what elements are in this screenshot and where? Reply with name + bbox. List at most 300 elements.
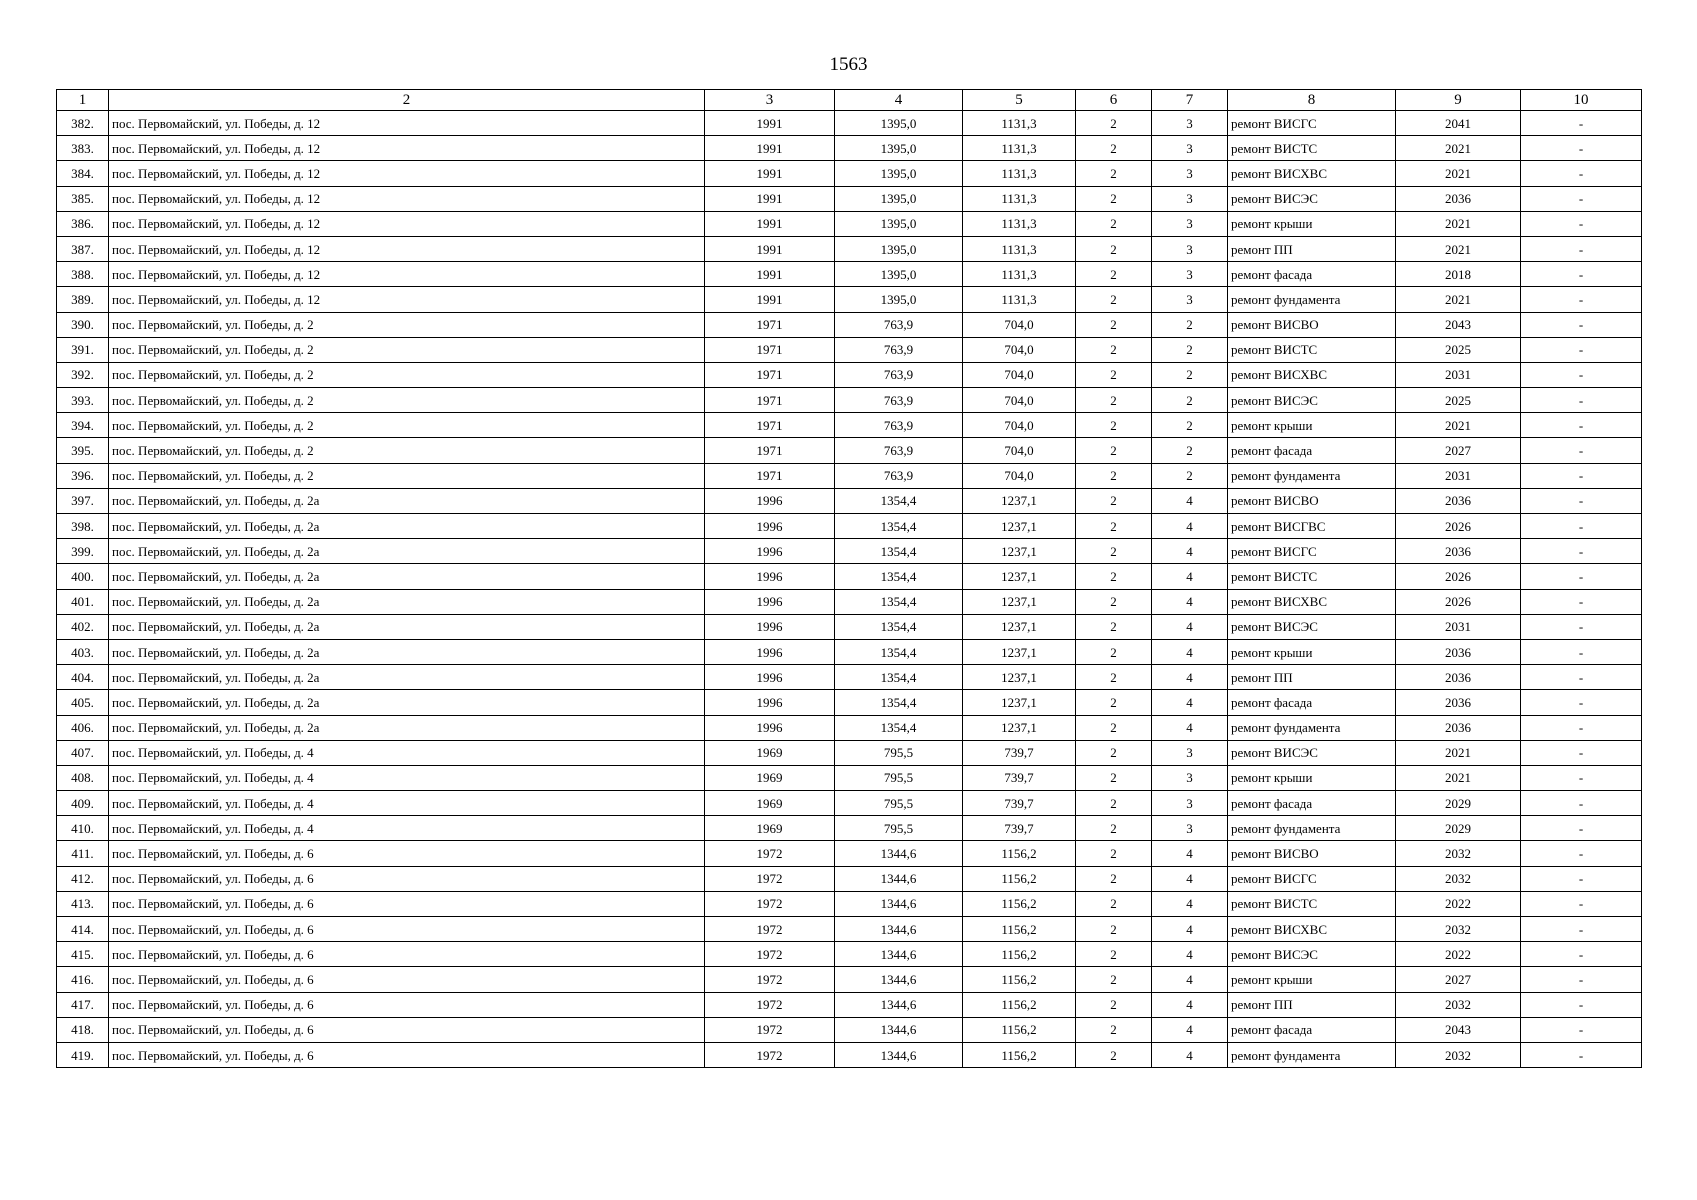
planned-year-cell: 2025 — [1396, 388, 1521, 413]
work-type-cell: ремонт фундамента — [1228, 715, 1396, 740]
entrances-cell: 4 — [1152, 665, 1228, 690]
year-built-cell: 1971 — [705, 438, 835, 463]
address-cell: пос. Первомайский, ул. Победы, д. 12 — [109, 186, 705, 211]
floors-cell: 2 — [1076, 236, 1152, 261]
year-built-cell: 1996 — [705, 589, 835, 614]
table-row — [57, 488, 1642, 513]
floors-cell: 2 — [1076, 765, 1152, 790]
year-built-cell: 1991 — [705, 262, 835, 287]
entrances-cell: 2 — [1152, 388, 1228, 413]
address-cell: пос. Первомайский, ул. Победы, д. 6 — [109, 917, 705, 942]
table-row — [57, 740, 1642, 765]
floors-cell: 2 — [1076, 463, 1152, 488]
column-header-8: 8 — [1228, 90, 1396, 111]
total-area-cell: 1344,6 — [835, 866, 963, 891]
work-type-cell: ремонт фундамента — [1228, 1042, 1396, 1067]
cell-10-cell: - — [1521, 866, 1642, 891]
row-number-cell: 396. — [57, 463, 109, 488]
total-area-cell: 1354,4 — [835, 715, 963, 740]
row-number-cell: 405. — [57, 690, 109, 715]
entrances-cell: 4 — [1152, 992, 1228, 1017]
cell-10-cell: - — [1521, 186, 1642, 211]
living-area-cell: 1131,3 — [963, 161, 1076, 186]
table-row — [57, 337, 1642, 362]
row-number-cell: 410. — [57, 816, 109, 841]
cell-10-cell: - — [1521, 891, 1642, 916]
address-cell: пос. Первомайский, ул. Победы, д. 6 — [109, 942, 705, 967]
planned-year-cell: 2029 — [1396, 791, 1521, 816]
living-area-cell: 1156,2 — [963, 917, 1076, 942]
entrances-cell: 2 — [1152, 463, 1228, 488]
living-area-cell: 1237,1 — [963, 564, 1076, 589]
planned-year-cell: 2021 — [1396, 136, 1521, 161]
year-built-cell: 1972 — [705, 992, 835, 1017]
floors-cell: 2 — [1076, 639, 1152, 664]
table-row — [57, 942, 1642, 967]
living-area-cell: 1237,1 — [963, 715, 1076, 740]
cell-10-cell: - — [1521, 639, 1642, 664]
living-area-cell: 1131,3 — [963, 236, 1076, 261]
year-built-cell: 1971 — [705, 362, 835, 387]
total-area-cell: 795,5 — [835, 791, 963, 816]
year-built-cell: 1969 — [705, 816, 835, 841]
address-cell: пос. Первомайский, ул. Победы, д. 4 — [109, 740, 705, 765]
planned-year-cell: 2031 — [1396, 362, 1521, 387]
total-area-cell: 795,5 — [835, 816, 963, 841]
cell-10-cell: - — [1521, 690, 1642, 715]
total-area-cell: 763,9 — [835, 438, 963, 463]
work-type-cell: ремонт фасада — [1228, 1017, 1396, 1042]
work-type-cell: ремонт ВИСВО — [1228, 312, 1396, 337]
floors-cell: 2 — [1076, 136, 1152, 161]
table-row — [57, 463, 1642, 488]
cell-10-cell: - — [1521, 1017, 1642, 1042]
floors-cell: 2 — [1076, 362, 1152, 387]
row-number-cell: 399. — [57, 539, 109, 564]
living-area-cell: 1156,2 — [963, 891, 1076, 916]
page-number: 1563 — [829, 54, 868, 75]
entrances-cell: 2 — [1152, 362, 1228, 387]
planned-year-cell: 2022 — [1396, 891, 1521, 916]
table-row — [57, 362, 1642, 387]
year-built-cell: 1969 — [705, 765, 835, 790]
cell-10-cell: - — [1521, 816, 1642, 841]
work-type-cell: ремонт ПП — [1228, 236, 1396, 261]
planned-year-cell: 2018 — [1396, 262, 1521, 287]
address-cell: пос. Первомайский, ул. Победы, д. 2а — [109, 589, 705, 614]
row-number-cell: 413. — [57, 891, 109, 916]
entrances-cell: 3 — [1152, 765, 1228, 790]
planned-year-cell: 2021 — [1396, 161, 1521, 186]
total-area-cell: 1395,0 — [835, 211, 963, 236]
planned-year-cell: 2031 — [1396, 614, 1521, 639]
table-row — [57, 791, 1642, 816]
row-number-cell: 419. — [57, 1042, 109, 1067]
living-area-cell: 1237,1 — [963, 614, 1076, 639]
row-number-cell: 391. — [57, 337, 109, 362]
living-area-cell: 739,7 — [963, 791, 1076, 816]
year-built-cell: 1991 — [705, 236, 835, 261]
entrances-cell: 4 — [1152, 891, 1228, 916]
cell-10-cell: - — [1521, 111, 1642, 136]
total-area-cell: 1395,0 — [835, 186, 963, 211]
total-area-cell: 1354,4 — [835, 514, 963, 539]
planned-year-cell: 2026 — [1396, 514, 1521, 539]
living-area-cell: 1156,2 — [963, 841, 1076, 866]
living-area-cell: 1131,3 — [963, 262, 1076, 287]
total-area-cell: 1395,0 — [835, 287, 963, 312]
row-number-cell: 385. — [57, 186, 109, 211]
table-row — [57, 816, 1642, 841]
living-area-cell: 704,0 — [963, 337, 1076, 362]
living-area-cell: 1131,3 — [963, 136, 1076, 161]
planned-year-cell: 2026 — [1396, 589, 1521, 614]
planned-year-cell: 2032 — [1396, 1042, 1521, 1067]
floors-cell: 2 — [1076, 690, 1152, 715]
planned-year-cell: 2036 — [1396, 639, 1521, 664]
planned-year-cell: 2032 — [1396, 841, 1521, 866]
cell-10-cell: - — [1521, 438, 1642, 463]
cell-10-cell: - — [1521, 841, 1642, 866]
row-number-cell: 417. — [57, 992, 109, 1017]
total-area-cell: 1395,0 — [835, 262, 963, 287]
table-row — [57, 614, 1642, 639]
living-area-cell: 1237,1 — [963, 639, 1076, 664]
planned-year-cell: 2021 — [1396, 413, 1521, 438]
year-built-cell: 1996 — [705, 564, 835, 589]
table-row — [57, 564, 1642, 589]
year-built-cell: 1971 — [705, 388, 835, 413]
row-number-cell: 411. — [57, 841, 109, 866]
work-type-cell: ремонт фундамента — [1228, 463, 1396, 488]
row-number-cell: 388. — [57, 262, 109, 287]
entrances-cell: 4 — [1152, 1017, 1228, 1042]
work-type-cell: ремонт крыши — [1228, 967, 1396, 992]
cell-10-cell: - — [1521, 665, 1642, 690]
address-cell: пос. Первомайский, ул. Победы, д. 2а — [109, 614, 705, 639]
planned-year-cell: 2036 — [1396, 715, 1521, 740]
column-header-10: 10 — [1521, 90, 1642, 111]
year-built-cell: 1996 — [705, 514, 835, 539]
address-cell: пос. Первомайский, ул. Победы, д. 6 — [109, 841, 705, 866]
work-type-cell: ремонт фасада — [1228, 262, 1396, 287]
total-area-cell: 1344,6 — [835, 841, 963, 866]
column-header-4: 4 — [835, 90, 963, 111]
column-header-7: 7 — [1152, 90, 1228, 111]
row-number-cell: 398. — [57, 514, 109, 539]
entrances-cell: 3 — [1152, 791, 1228, 816]
year-built-cell: 1971 — [705, 463, 835, 488]
row-number-cell: 397. — [57, 488, 109, 513]
cell-10-cell: - — [1521, 312, 1642, 337]
floors-cell: 2 — [1076, 715, 1152, 740]
year-built-cell: 1996 — [705, 614, 835, 639]
floors-cell: 2 — [1076, 388, 1152, 413]
entrances-cell: 4 — [1152, 488, 1228, 513]
total-area-cell: 1344,6 — [835, 1017, 963, 1042]
entrances-cell: 4 — [1152, 690, 1228, 715]
table-row — [57, 539, 1642, 564]
work-type-cell: ремонт ВИСВО — [1228, 841, 1396, 866]
table-row — [57, 992, 1642, 1017]
table-row — [57, 841, 1642, 866]
address-cell: пос. Первомайский, ул. Победы, д. 2 — [109, 312, 705, 337]
living-area-cell: 1237,1 — [963, 589, 1076, 614]
cell-10-cell: - — [1521, 589, 1642, 614]
address-cell: пос. Первомайский, ул. Победы, д. 12 — [109, 236, 705, 261]
total-area-cell: 1395,0 — [835, 236, 963, 261]
work-type-cell: ремонт ВИСГС — [1228, 866, 1396, 891]
living-area-cell: 704,0 — [963, 312, 1076, 337]
entrances-cell: 4 — [1152, 917, 1228, 942]
entrances-cell: 4 — [1152, 589, 1228, 614]
entrances-cell: 4 — [1152, 639, 1228, 664]
total-area-cell: 763,9 — [835, 388, 963, 413]
entrances-cell: 4 — [1152, 967, 1228, 992]
table-row — [57, 211, 1642, 236]
address-cell: пос. Первомайский, ул. Победы, д. 2а — [109, 715, 705, 740]
cell-10-cell: - — [1521, 211, 1642, 236]
year-built-cell: 1972 — [705, 942, 835, 967]
planned-year-cell: 2025 — [1396, 337, 1521, 362]
year-built-cell: 1972 — [705, 891, 835, 916]
floors-cell: 2 — [1076, 740, 1152, 765]
living-area-cell: 704,0 — [963, 413, 1076, 438]
row-number-cell: 393. — [57, 388, 109, 413]
row-number-cell: 394. — [57, 413, 109, 438]
planned-year-cell: 2029 — [1396, 816, 1521, 841]
column-header-1: 1 — [57, 90, 109, 111]
cell-10-cell: - — [1521, 413, 1642, 438]
address-cell: пос. Первомайский, ул. Победы, д. 2 — [109, 337, 705, 362]
planned-year-cell: 2026 — [1396, 564, 1521, 589]
living-area-cell: 1156,2 — [963, 942, 1076, 967]
address-cell: пос. Первомайский, ул. Победы, д. 12 — [109, 287, 705, 312]
year-built-cell: 1972 — [705, 967, 835, 992]
floors-cell: 2 — [1076, 942, 1152, 967]
work-type-cell: ремонт ВИСГС — [1228, 539, 1396, 564]
year-built-cell: 1969 — [705, 791, 835, 816]
address-cell: пос. Первомайский, ул. Победы, д. 4 — [109, 816, 705, 841]
total-area-cell: 763,9 — [835, 413, 963, 438]
living-area-cell: 1156,2 — [963, 1017, 1076, 1042]
entrances-cell: 4 — [1152, 614, 1228, 639]
entrances-cell: 4 — [1152, 1042, 1228, 1067]
living-area-cell: 739,7 — [963, 740, 1076, 765]
table-row — [57, 236, 1642, 261]
total-area-cell: 763,9 — [835, 312, 963, 337]
planned-year-cell: 2041 — [1396, 111, 1521, 136]
entrances-cell: 4 — [1152, 715, 1228, 740]
planned-year-cell: 2043 — [1396, 312, 1521, 337]
living-area-cell: 1156,2 — [963, 967, 1076, 992]
row-number-cell: 383. — [57, 136, 109, 161]
living-area-cell: 704,0 — [963, 438, 1076, 463]
floors-cell: 2 — [1076, 287, 1152, 312]
floors-cell: 2 — [1076, 564, 1152, 589]
floors-cell: 2 — [1076, 438, 1152, 463]
floors-cell: 2 — [1076, 186, 1152, 211]
entrances-cell: 4 — [1152, 514, 1228, 539]
cell-10-cell: - — [1521, 463, 1642, 488]
table-row — [57, 388, 1642, 413]
table-row — [57, 413, 1642, 438]
cell-10-cell: - — [1521, 236, 1642, 261]
living-area-cell: 1237,1 — [963, 665, 1076, 690]
total-area-cell: 1354,4 — [835, 639, 963, 664]
total-area-cell: 1344,6 — [835, 942, 963, 967]
floors-cell: 2 — [1076, 917, 1152, 942]
address-cell: пос. Первомайский, ул. Победы, д. 2а — [109, 539, 705, 564]
row-number-cell: 412. — [57, 866, 109, 891]
living-area-cell: 1131,3 — [963, 211, 1076, 236]
column-header-3: 3 — [705, 90, 835, 111]
address-cell: пос. Первомайский, ул. Победы, д. 6 — [109, 1017, 705, 1042]
year-built-cell: 1996 — [705, 715, 835, 740]
cell-10-cell: - — [1521, 564, 1642, 589]
year-built-cell: 1996 — [705, 639, 835, 664]
column-header-6: 6 — [1076, 90, 1152, 111]
entrances-cell: 3 — [1152, 740, 1228, 765]
year-built-cell: 1991 — [705, 161, 835, 186]
work-type-cell: ремонт ВИСВО — [1228, 488, 1396, 513]
living-area-cell: 739,7 — [963, 765, 1076, 790]
address-cell: пос. Первомайский, ул. Победы, д. 4 — [109, 765, 705, 790]
table-row — [57, 438, 1642, 463]
total-area-cell: 795,5 — [835, 740, 963, 765]
total-area-cell: 1344,6 — [835, 967, 963, 992]
floors-cell: 2 — [1076, 312, 1152, 337]
entrances-cell: 4 — [1152, 866, 1228, 891]
work-type-cell: ремонт ВИСТС — [1228, 564, 1396, 589]
planned-year-cell: 2036 — [1396, 186, 1521, 211]
floors-cell: 2 — [1076, 539, 1152, 564]
row-number-cell: 382. — [57, 111, 109, 136]
table-row — [57, 161, 1642, 186]
address-cell: пос. Первомайский, ул. Победы, д. 6 — [109, 992, 705, 1017]
repair-schedule-table — [56, 89, 1642, 1068]
planned-year-cell: 2031 — [1396, 463, 1521, 488]
entrances-cell: 3 — [1152, 186, 1228, 211]
floors-cell: 2 — [1076, 791, 1152, 816]
year-built-cell: 1971 — [705, 413, 835, 438]
cell-10-cell: - — [1521, 765, 1642, 790]
living-area-cell: 704,0 — [963, 388, 1076, 413]
work-type-cell: ремонт ВИСХВС — [1228, 589, 1396, 614]
cell-10-cell: - — [1521, 488, 1642, 513]
planned-year-cell: 2021 — [1396, 740, 1521, 765]
total-area-cell: 1354,4 — [835, 539, 963, 564]
year-built-cell: 1972 — [705, 841, 835, 866]
table-body — [57, 111, 1642, 1068]
living-area-cell: 1156,2 — [963, 1042, 1076, 1067]
entrances-cell: 3 — [1152, 136, 1228, 161]
year-built-cell: 1991 — [705, 111, 835, 136]
work-type-cell: ремонт фундамента — [1228, 287, 1396, 312]
cell-10-cell: - — [1521, 614, 1642, 639]
year-built-cell: 1991 — [705, 211, 835, 236]
row-number-cell: 387. — [57, 236, 109, 261]
floors-cell: 2 — [1076, 589, 1152, 614]
year-built-cell: 1996 — [705, 665, 835, 690]
table-row — [57, 287, 1642, 312]
work-type-cell: ремонт ВИСГС — [1228, 111, 1396, 136]
row-number-cell: 384. — [57, 161, 109, 186]
planned-year-cell: 2032 — [1396, 992, 1521, 1017]
work-type-cell: ремонт ВИСТС — [1228, 136, 1396, 161]
floors-cell: 2 — [1076, 841, 1152, 866]
planned-year-cell: 2027 — [1396, 967, 1521, 992]
entrances-cell: 2 — [1152, 413, 1228, 438]
floors-cell: 2 — [1076, 992, 1152, 1017]
planned-year-cell: 2032 — [1396, 917, 1521, 942]
planned-year-cell: 2043 — [1396, 1017, 1521, 1042]
table-row — [57, 765, 1642, 790]
living-area-cell: 704,0 — [963, 362, 1076, 387]
column-header-5: 5 — [963, 90, 1076, 111]
entrances-cell: 4 — [1152, 564, 1228, 589]
table-row — [57, 312, 1642, 337]
address-cell: пос. Первомайский, ул. Победы, д. 2 — [109, 388, 705, 413]
address-cell: пос. Первомайский, ул. Победы, д. 6 — [109, 866, 705, 891]
year-built-cell: 1972 — [705, 1042, 835, 1067]
total-area-cell: 1395,0 — [835, 136, 963, 161]
cell-10-cell: - — [1521, 262, 1642, 287]
address-cell: пос. Первомайский, ул. Победы, д. 12 — [109, 161, 705, 186]
year-built-cell: 1972 — [705, 917, 835, 942]
floors-cell: 2 — [1076, 665, 1152, 690]
living-area-cell: 1131,3 — [963, 186, 1076, 211]
living-area-cell: 1237,1 — [963, 539, 1076, 564]
row-number-cell: 415. — [57, 942, 109, 967]
work-type-cell: ремонт ВИСЭС — [1228, 388, 1396, 413]
floors-cell: 2 — [1076, 211, 1152, 236]
floors-cell: 2 — [1076, 891, 1152, 916]
living-area-cell: 1156,2 — [963, 992, 1076, 1017]
planned-year-cell: 2027 — [1396, 438, 1521, 463]
table-row — [57, 917, 1642, 942]
floors-cell: 2 — [1076, 337, 1152, 362]
address-cell: пос. Первомайский, ул. Победы, д. 2а — [109, 514, 705, 539]
year-built-cell: 1996 — [705, 539, 835, 564]
living-area-cell: 1237,1 — [963, 514, 1076, 539]
row-number-cell: 395. — [57, 438, 109, 463]
total-area-cell: 1354,4 — [835, 690, 963, 715]
work-type-cell: ремонт ВИСЭС — [1228, 614, 1396, 639]
entrances-cell: 2 — [1152, 337, 1228, 362]
address-cell: пос. Первомайский, ул. Победы, д. 2а — [109, 488, 705, 513]
cell-10-cell: - — [1521, 967, 1642, 992]
table-header-row — [57, 90, 1642, 111]
total-area-cell: 1344,6 — [835, 1042, 963, 1067]
address-cell: пос. Первомайский, ул. Победы, д. 2а — [109, 639, 705, 664]
table-row — [57, 690, 1642, 715]
planned-year-cell: 2036 — [1396, 665, 1521, 690]
work-type-cell: ремонт ПП — [1228, 665, 1396, 690]
total-area-cell: 1354,4 — [835, 488, 963, 513]
work-type-cell: ремонт фасада — [1228, 438, 1396, 463]
cell-10-cell: - — [1521, 287, 1642, 312]
cell-10-cell: - — [1521, 514, 1642, 539]
cell-10-cell: - — [1521, 791, 1642, 816]
total-area-cell: 1395,0 — [835, 161, 963, 186]
entrances-cell: 3 — [1152, 236, 1228, 261]
work-type-cell: ремонт крыши — [1228, 765, 1396, 790]
address-cell: пос. Первомайский, ул. Победы, д. 6 — [109, 967, 705, 992]
table-row — [57, 639, 1642, 664]
total-area-cell: 1354,4 — [835, 564, 963, 589]
row-number-cell: 409. — [57, 791, 109, 816]
